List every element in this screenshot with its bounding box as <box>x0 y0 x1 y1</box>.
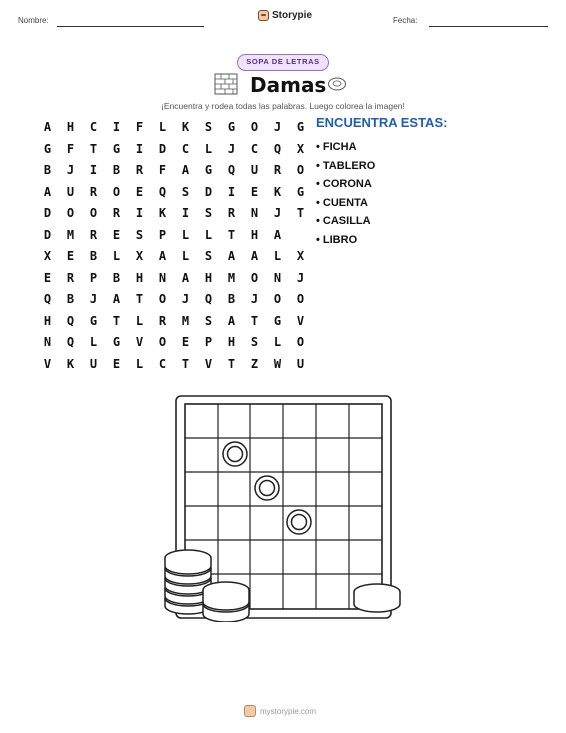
grid-cell[interactable]: K <box>273 184 282 199</box>
grid-cell[interactable]: C <box>181 141 190 156</box>
grid-cell[interactable]: Z <box>250 356 259 371</box>
grid-cell[interactable]: S <box>250 335 259 349</box>
grid-cell[interactable]: G <box>204 163 213 177</box>
grid-cell[interactable]: L <box>135 356 144 371</box>
grid-cell[interactable]: G <box>296 120 305 134</box>
grid-cell[interactable]: V <box>43 356 52 371</box>
grid-cell[interactable]: W <box>273 356 282 371</box>
grid-cell[interactable]: L <box>273 335 282 349</box>
footer <box>244 705 316 717</box>
grid-cell[interactable]: O <box>250 120 259 134</box>
grid-cell[interactable]: Q <box>273 141 282 156</box>
grid-cell[interactable]: P <box>158 227 167 242</box>
grid-cell[interactable]: O <box>250 270 259 285</box>
grid-cell[interactable]: E <box>135 184 144 199</box>
grid-cell[interactable]: X <box>135 249 144 263</box>
grid-cell[interactable]: N <box>158 270 167 285</box>
grid-cell[interactable]: B <box>89 249 98 263</box>
grid-cell[interactable]: E <box>181 335 190 349</box>
word-item: • TABLERO <box>316 159 376 172</box>
grid-row <box>36 203 312 225</box>
grid-cell[interactable]: X <box>296 141 305 156</box>
brand-name: Storypie <box>272 10 313 21</box>
name-line[interactable] <box>57 26 204 27</box>
grid-cell[interactable]: L <box>181 249 190 263</box>
grid-cell[interactable]: M <box>181 313 190 328</box>
grid-cell[interactable]: T <box>112 313 121 328</box>
grid-cell[interactable]: H <box>250 227 259 242</box>
grid-cell[interactable]: S <box>204 313 213 328</box>
grid-cell[interactable]: Q <box>227 163 236 177</box>
grid-cell[interactable]: F <box>66 141 75 156</box>
grid-row <box>36 268 312 290</box>
grid-cell[interactable]: A <box>227 249 236 263</box>
word-list <box>316 138 375 249</box>
grid-cell[interactable]: U <box>250 163 259 177</box>
piece-stack <box>203 582 249 622</box>
grid-cell[interactable]: Q <box>43 292 52 306</box>
grid-cell[interactable]: K <box>158 206 167 220</box>
grid-row <box>36 246 312 268</box>
grid-cell[interactable]: G <box>112 335 121 349</box>
grid-cell[interactable]: E <box>250 184 259 199</box>
grid-cell[interactable]: J <box>250 292 259 306</box>
grid-row <box>36 182 312 204</box>
grid-cell[interactable]: U <box>89 356 98 371</box>
grid-cell[interactable]: C <box>158 356 167 371</box>
grid-cell[interactable]: T <box>181 356 190 371</box>
grid-cell[interactable]: S <box>181 184 190 199</box>
grid-cell[interactable]: I <box>181 206 190 220</box>
grid-cell[interactable]: Q <box>158 184 167 199</box>
grid-cell[interactable]: O <box>158 292 167 306</box>
grid-cell[interactable]: I <box>135 141 144 156</box>
grid-cell[interactable]: A <box>227 313 236 328</box>
grid-cell[interactable]: R <box>89 184 98 199</box>
grid-cell[interactable]: H <box>43 313 52 328</box>
grid-cell[interactable]: E <box>112 227 121 242</box>
board-piece <box>255 476 279 500</box>
word-item: • LIBRO <box>316 233 358 246</box>
grid-cell[interactable]: J <box>273 206 282 220</box>
footer-url[interactable]: mystorypie.com <box>260 706 317 716</box>
grid-cell[interactable]: T <box>227 356 236 371</box>
grid-cell[interactable]: G <box>296 184 305 199</box>
coin-icon <box>327 76 347 92</box>
date-line[interactable] <box>429 26 548 27</box>
grid-cell[interactable]: O <box>158 335 167 349</box>
grid-cell[interactable]: T <box>250 313 259 328</box>
grid-cell[interactable]: A <box>181 163 190 177</box>
date-label: Fecha: <box>393 16 418 25</box>
grid-cell[interactable]: G <box>227 120 236 134</box>
grid-cell[interactable]: B <box>112 163 121 177</box>
grid-cell[interactable]: M <box>227 270 236 285</box>
logo-icon <box>244 705 256 717</box>
grid-cell[interactable]: I <box>227 184 236 199</box>
grid-row <box>36 117 312 139</box>
grid-cell[interactable]: P <box>204 335 213 349</box>
checkers-board-illustration[interactable] <box>158 392 408 622</box>
logo-icon <box>258 10 269 21</box>
grid-cell[interactable]: X <box>43 249 52 263</box>
grid-cell[interactable]: K <box>181 120 190 134</box>
grid-cell[interactable]: S <box>204 206 213 220</box>
grid-cell[interactable]: A <box>112 292 121 306</box>
grid-row <box>36 332 312 354</box>
page-title: Damas <box>250 73 327 97</box>
grid-cell[interactable]: G <box>89 313 98 328</box>
grid-cell[interactable]: A <box>181 270 190 285</box>
board-piece <box>223 442 247 466</box>
grid-cell[interactable]: X <box>296 249 305 263</box>
grid-cell[interactable]: Q <box>66 313 75 328</box>
grid-cell[interactable]: L <box>112 249 121 263</box>
grid-cell[interactable]: P <box>89 270 98 285</box>
activity-badge: SOPA DE LETRAS <box>237 54 329 71</box>
grid-cell[interactable]: B <box>66 292 75 306</box>
grid-cell[interactable]: I <box>112 120 121 134</box>
grid-cell[interactable]: H <box>204 270 213 285</box>
grid-cell[interactable]: R <box>135 163 144 177</box>
grid-row <box>36 311 312 333</box>
grid-cell[interactable]: U <box>66 184 75 199</box>
grid-cell[interactable]: K <box>66 356 75 371</box>
grid-cell[interactable]: B <box>43 163 52 177</box>
grid-cell[interactable]: V <box>135 335 144 349</box>
grid-cell[interactable]: D <box>204 184 213 199</box>
grid-cell[interactable]: A <box>250 249 259 263</box>
grid-cell[interactable]: Q <box>66 335 75 349</box>
grid-row <box>36 139 312 161</box>
grid-cell[interactable]: G <box>43 141 52 156</box>
grid-cell[interactable]: S <box>204 249 213 263</box>
grid-cell[interactable]: L <box>89 335 98 349</box>
grid-cell[interactable]: A <box>158 249 167 263</box>
grid-cell[interactable]: R <box>66 270 75 285</box>
grid-cell[interactable]: L <box>158 120 167 134</box>
grid-cell[interactable]: E <box>66 249 75 263</box>
instructions: ¡Encuentra y rodea todas las palabras. Luego colorea la imagen! <box>161 101 405 111</box>
grid-row <box>36 289 312 311</box>
grid-cell[interactable]: D <box>43 206 52 220</box>
grid-cell[interactable]: M <box>66 227 75 242</box>
grid-cell[interactable]: H <box>135 270 144 285</box>
grid-cell[interactable]: V <box>204 356 213 371</box>
grid-cell[interactable]: L <box>135 313 144 328</box>
grid-cell[interactable]: T <box>89 141 98 156</box>
grid-cell[interactable]: G <box>112 141 121 156</box>
wall-icon <box>214 73 238 95</box>
grid-cell[interactable]: H <box>66 120 75 134</box>
grid-cell[interactable]: U <box>296 356 305 371</box>
grid-cell[interactable]: B <box>227 292 236 306</box>
grid-row <box>36 354 312 376</box>
grid-cell[interactable]: N <box>250 206 259 220</box>
letter-grid <box>36 117 312 375</box>
grid-cell[interactable]: J <box>227 141 236 156</box>
single-piece <box>354 584 400 612</box>
grid-cell[interactable]: N <box>43 335 52 349</box>
grid-cell[interactable]: L <box>273 249 282 263</box>
grid-cell[interactable]: T <box>227 227 236 242</box>
word-list-title: ENCUENTRA ESTAS: <box>316 115 448 130</box>
word-item: • CASILLA <box>316 215 371 227</box>
grid-cell[interactable]: N <box>273 270 282 285</box>
grid-cell[interactable]: R <box>112 206 121 220</box>
grid-cell[interactable]: R <box>89 227 98 242</box>
grid-cell[interactable]: C <box>250 141 259 156</box>
grid-cell[interactable]: J <box>66 163 75 177</box>
grid-cell[interactable]: S <box>204 120 213 134</box>
brand <box>258 10 312 21</box>
word-item: • CUENTA <box>316 196 368 209</box>
grid-cell[interactable]: B <box>112 270 121 285</box>
grid-cell[interactable]: O <box>296 292 305 306</box>
grid-cell[interactable]: A <box>43 184 52 199</box>
grid-cell[interactable]: O <box>112 184 121 199</box>
grid-cell[interactable]: Q <box>204 292 213 306</box>
grid-cell[interactable]: V <box>296 313 305 328</box>
grid-cell[interactable]: J <box>181 292 190 306</box>
grid-cell[interactable] <box>289 225 312 247</box>
grid-cell[interactable]: I <box>89 163 98 177</box>
grid-cell[interactable]: R <box>273 163 282 177</box>
grid-row <box>36 160 312 182</box>
grid-cell[interactable]: F <box>135 120 144 134</box>
grid-cell[interactable]: O <box>296 163 305 177</box>
grid-cell[interactable]: L <box>181 227 190 242</box>
grid-cell[interactable]: I <box>135 206 144 220</box>
grid-cell[interactable]: C <box>89 120 98 134</box>
grid-cell[interactable]: R <box>227 206 236 220</box>
grid-cell[interactable]: D <box>43 227 52 242</box>
grid-cell[interactable]: R <box>158 313 167 328</box>
grid-cell[interactable]: A <box>273 227 282 242</box>
word-item: • FICHA <box>316 141 357 153</box>
grid-cell[interactable]: J <box>273 120 282 134</box>
grid-cell[interactable]: T <box>296 206 305 220</box>
grid-cell[interactable]: F <box>158 163 167 177</box>
grid-cell[interactable]: E <box>43 270 52 285</box>
grid-cell[interactable]: D <box>158 141 167 156</box>
grid-cell[interactable]: T <box>135 292 144 306</box>
grid-cell[interactable]: J <box>89 292 98 306</box>
grid-cell[interactable]: O <box>296 335 305 349</box>
grid-cell[interactable]: O <box>89 206 98 220</box>
grid-cell[interactable]: O <box>66 206 75 220</box>
board-piece <box>287 510 311 534</box>
name-label: Nombre: <box>18 16 49 25</box>
grid-cell[interactable]: E <box>112 356 121 371</box>
grid-cell[interactable]: S <box>135 227 144 242</box>
grid-cell[interactable]: H <box>227 335 236 349</box>
word-item: • CORONA <box>316 178 372 190</box>
grid-cell[interactable]: A <box>43 120 52 134</box>
grid-cell[interactable]: L <box>204 141 213 156</box>
grid-row <box>36 225 312 247</box>
grid-cell[interactable]: J <box>296 270 305 285</box>
grid-cell[interactable]: O <box>273 292 282 306</box>
grid-cell[interactable]: G <box>273 313 282 328</box>
grid-cell[interactable]: L <box>204 227 213 242</box>
